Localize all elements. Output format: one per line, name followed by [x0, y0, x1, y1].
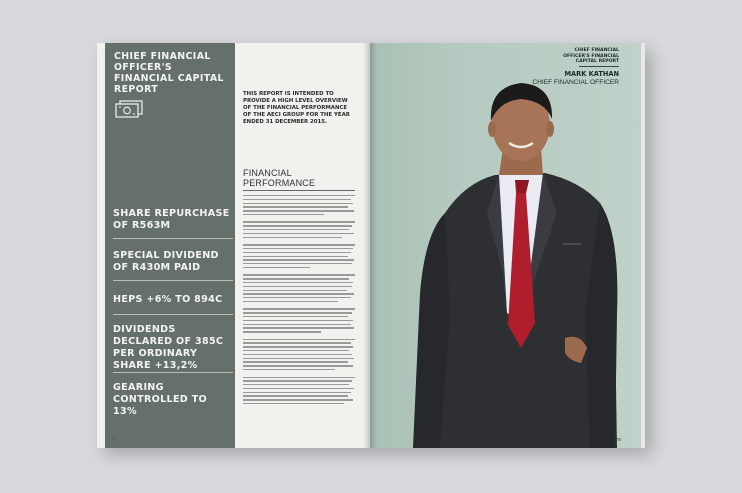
body-text-line [243, 286, 352, 287]
body-text-line [243, 293, 354, 294]
body-text-line [243, 263, 352, 264]
main-column [243, 43, 363, 448]
body-text-line [243, 203, 353, 204]
page-number-left: 74 [111, 437, 117, 442]
body-text-line [243, 384, 349, 385]
body-text-line [243, 233, 354, 234]
body-text-line [243, 274, 355, 275]
body-text-line [243, 339, 355, 340]
body-text-line [243, 225, 352, 226]
highlight-heps: HEPS +6% TO 894C [113, 294, 223, 305]
section-heading: FINANCIAL PERFORMANCE [243, 168, 316, 188]
body-text-line [243, 248, 353, 249]
body-text-line [243, 403, 344, 404]
body-text-line [243, 301, 338, 302]
body-text-block [243, 195, 355, 440]
heading-rule [243, 190, 355, 191]
body-text-line [243, 237, 342, 238]
body-text-line [243, 290, 347, 291]
body-text-line [243, 259, 354, 260]
body-text-line [243, 252, 351, 253]
intro-text: THIS REPORT IS INTENDED TO PROVIDE A HIGH LEVEL OVERVIEW OF THE FINANCIAL PERFORMANCE OF THE AECI GROUP FOR THE YEAR ENDED 31 DECEMBER 2015. [243, 91, 350, 125]
right-page [370, 43, 645, 448]
divider [113, 238, 233, 239]
body-text-line [243, 361, 348, 362]
body-text-line [243, 199, 351, 200]
body-text-line [243, 327, 354, 328]
page-edge [641, 43, 645, 448]
body-text-line [243, 206, 348, 207]
body-text-line [243, 297, 351, 298]
person-role: CHIEF FINANCIAL OFFICER [532, 79, 619, 86]
body-text-line [243, 354, 352, 355]
body-text-line [243, 278, 349, 279]
body-text-line [243, 369, 335, 370]
divider [113, 314, 233, 315]
brochure-spread [97, 43, 645, 448]
person-name: MARK KATHAN [564, 70, 619, 78]
body-text-line [243, 392, 351, 393]
highlight-gearing: GEARING CONTROLLED TO 13% [113, 382, 207, 417]
highlight-special-dividend: SPECIAL DIVIDEND OF R430M PAID [113, 250, 219, 273]
body-text-line [243, 324, 351, 325]
header-rule [579, 66, 619, 67]
body-text-line [243, 388, 354, 389]
money-icon [115, 100, 145, 118]
body-text-line [243, 210, 354, 211]
body-text-line [243, 267, 310, 268]
divider [113, 280, 233, 281]
body-text-line [243, 195, 355, 196]
page-number-right: 75 [615, 437, 621, 442]
running-header: CHIEF FINANCIAL OFFICER'S FINANCIAL CAPITAL REPORT [563, 48, 619, 65]
sidebar-title: CHIEF FINANCIAL OFFICER'S FINANCIAL CAPITAL REPORT [114, 51, 224, 95]
body-text-line [243, 399, 353, 400]
body-text-line [243, 377, 355, 378]
spine-gutter [363, 43, 377, 448]
body-text-line [243, 256, 348, 257]
body-text-line [243, 380, 352, 381]
left-page [97, 43, 370, 448]
body-text-line [243, 221, 355, 222]
body-text-line [243, 312, 352, 313]
body-text-line [243, 342, 351, 343]
body-text-line [243, 320, 353, 321]
portrait-photo [395, 63, 625, 448]
body-text-line [243, 214, 324, 215]
highlight-dividends-declared: DIVIDENDS DECLARED OF 385C PER ORDINARY SHARE +13,2% [113, 324, 224, 371]
body-text-line [243, 358, 354, 359]
highlights-sidebar [105, 43, 235, 448]
divider [113, 372, 233, 373]
body-text-line [243, 350, 349, 351]
highlight-share-repurchase: SHARE REPURCHASE OF R563M [113, 208, 230, 231]
body-text-line [243, 316, 348, 317]
body-text-line [243, 331, 321, 332]
body-text-line [243, 395, 348, 396]
body-text-line [243, 282, 353, 283]
body-text-line [243, 244, 355, 245]
body-text-line [243, 229, 349, 230]
body-text-line [243, 308, 355, 309]
body-text-line [243, 346, 353, 347]
body-text-line [243, 365, 353, 366]
